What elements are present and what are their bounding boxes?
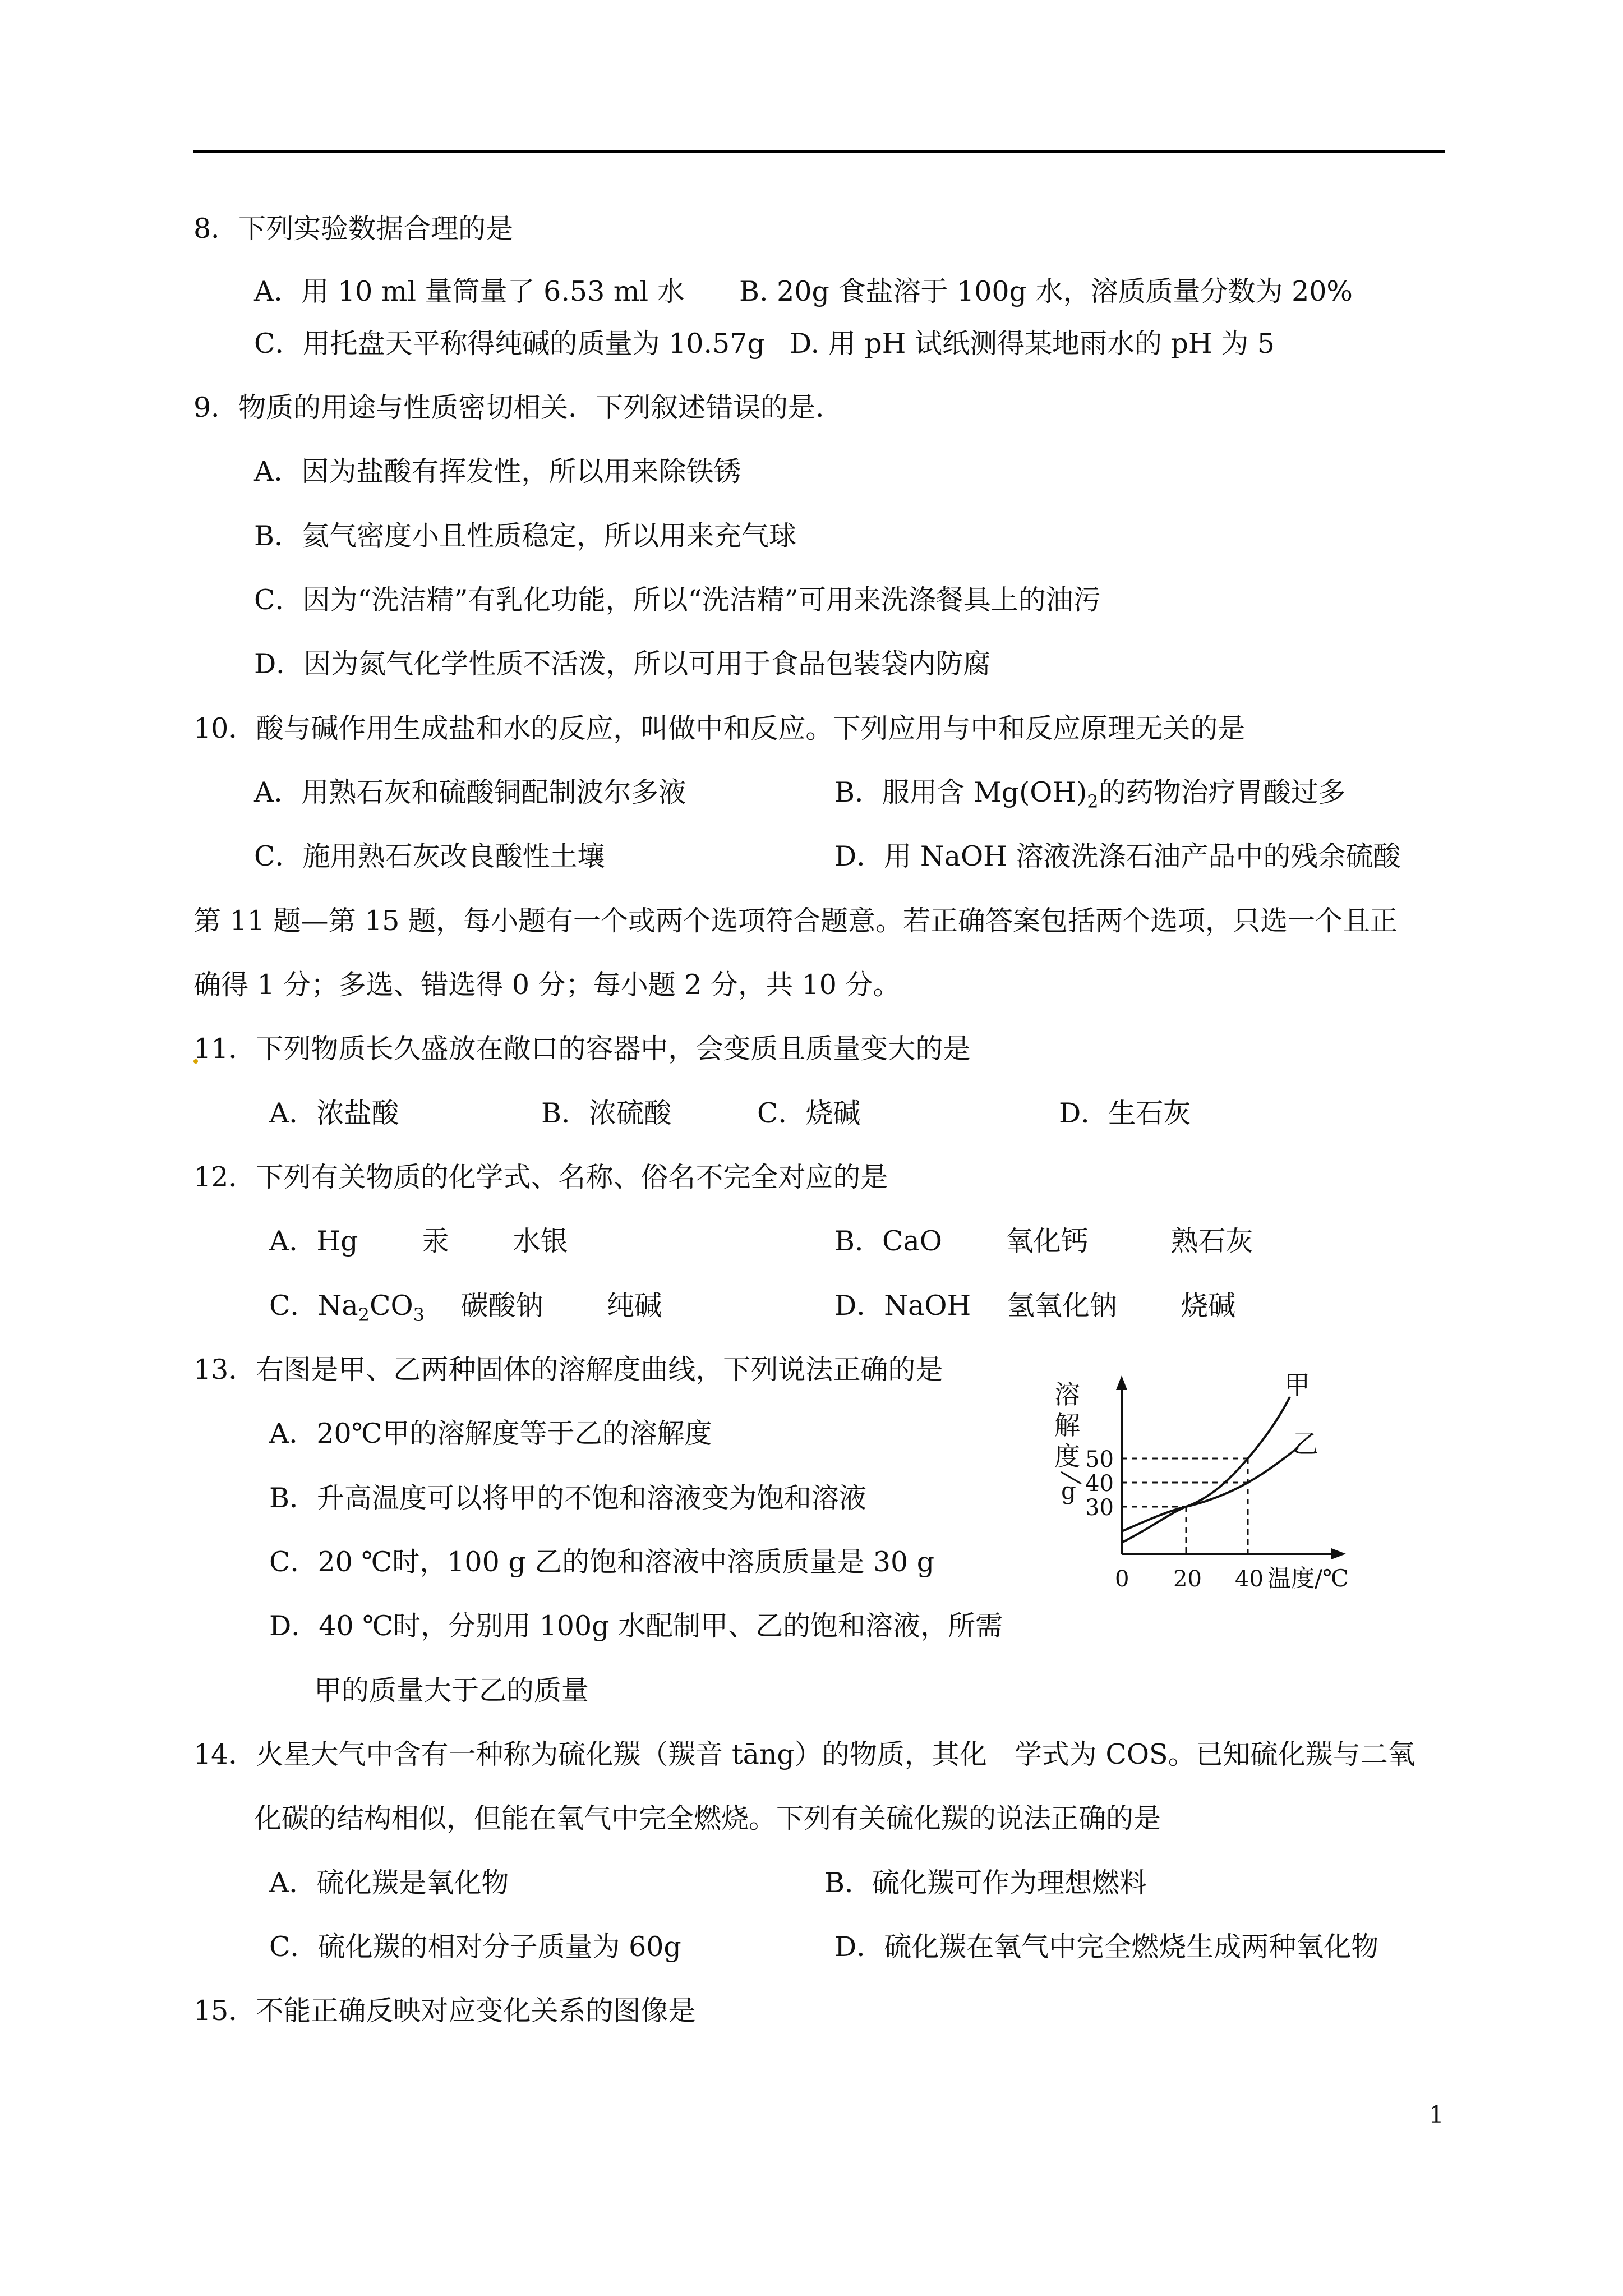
q8-option-b: B. 20g 食盐溶于 100g 水，溶质质量分数为 20%	[739, 275, 1353, 307]
q9-option-a: A．因为盐酸有挥发性，所以用来除铁锈	[254, 455, 741, 487]
q14-option-c: C．硫化羰的相对分子质量为 60g	[269, 1931, 681, 1963]
q10-option-c: C．施用熟石灰改良酸性土壤	[254, 840, 605, 872]
q8-option-a: A．用 10 ml 量筒量了 6.53 ml 水	[254, 275, 685, 307]
graph-y-arrow	[1116, 1375, 1127, 1390]
q13-option-c: C．20 ℃时，100 g 乙的饱和溶液中溶质质量是 30 g	[269, 1546, 935, 1578]
q13-stem: 13．右图是甲、乙两种固体的溶解度曲线，下列说法正确的是	[193, 1354, 943, 1386]
graph-series-jia: 甲	[1284, 1370, 1310, 1400]
graph-yunit: g	[1061, 1477, 1076, 1504]
q10-option-d: D．用 NaOH 溶液洗涤石油产品中的残余硫酸	[834, 840, 1401, 872]
q10-stem: 10．酸与碱作用生成盐和水的反应，叫做中和反应。下列应用与中和反应原理无关的是	[193, 712, 1246, 744]
graph-xtick-0: 0	[1115, 1566, 1129, 1592]
q12-option-b: B．CaO 氧化钙 熟石灰	[834, 1225, 1253, 1257]
q8-option-d: D. 用 pH 试纸测得某地雨水的 pH 为 5	[790, 328, 1275, 360]
header-rule	[193, 150, 1445, 153]
q13-option-d-line2: 甲的质量大于乙的质量	[314, 1674, 589, 1706]
q12-option-c: C．$Na_2CO_3$ 碳酸钠 纯碱	[269, 1290, 662, 1326]
graph-xtick-20: 20	[1173, 1566, 1202, 1592]
q11-option-a: A．浓盐酸	[269, 1097, 399, 1129]
graph-ylabel-3: 度	[1054, 1441, 1080, 1471]
section-note-line1: 第 11 题—第 15 题，每小题有一个或两个选项符合题意。若正确答案包括两个选项，只选一个且正	[193, 905, 1398, 937]
q14-option-a: A．硫化羰是氧化物	[269, 1867, 509, 1899]
q12-option-d: D．NaOH 氢氧化钠 烧碱	[834, 1290, 1236, 1322]
q13-option-d-line1: D．40 ℃时，分别用 100g 水配制甲、乙的饱和溶液，所需	[269, 1610, 1003, 1642]
q15-stem: 15．不能正确反映对应变化关系的图像是	[193, 1995, 696, 2027]
q10-option-b: B．服用含 $Mg(OH)_2$的药物治疗胃酸过多	[834, 776, 1346, 812]
q11-option-b: B．浓硫酸	[541, 1097, 672, 1129]
graph-ytick-30: 30	[1085, 1495, 1114, 1521]
q9-option-b: B．氦气密度小且性质稳定，所以用来充气球	[254, 520, 797, 552]
page-number: 1	[1429, 2101, 1444, 2128]
q12-option-a: A．Hg 汞 水银	[269, 1225, 568, 1257]
q11-option-c: C．烧碱	[757, 1097, 861, 1129]
q13-option-a: A．20℃甲的溶解度等于乙的溶解度	[269, 1418, 712, 1450]
section-note-line2: 确得 1 分；多选、错选得 0 分；每小题 2 分，共 10 分。	[193, 969, 901, 1001]
graph-ylabel-2: 解	[1054, 1410, 1080, 1441]
q14-stem-line2: 化碳的结构相似，但能在氧气中完全燃烧。下列有关硫化羰的说法正确的是	[254, 1802, 1161, 1834]
graph-xtick-40: 40	[1235, 1566, 1264, 1592]
q9-stem: 9．物质的用途与性质密切相关．下列叙述错误的是．	[193, 392, 843, 424]
q14-option-b: B．硫化羰可作为理想燃料	[824, 1867, 1147, 1899]
graph-ylabel-1: 溶	[1054, 1379, 1080, 1410]
graph-ytick-50: 50	[1085, 1447, 1114, 1473]
graph-x-arrow	[1331, 1548, 1346, 1559]
q9-option-c: C．因为“洗洁精”有乳化功能，所以“洗洁精”可用来洗涤餐具上的油污	[254, 584, 1101, 616]
q11-stem: 11．下列物质长久盛放在敞口的容器中，会变质且质量变大的是	[193, 1033, 971, 1065]
q8-option-c: C．用托盘天平称得纯碱的质量为 10.57g	[254, 328, 765, 360]
curve-yi	[1122, 1447, 1298, 1531]
solubility-graph	[1043, 1369, 1402, 1616]
q10-option-a: A．用熟石灰和硫酸铜配制波尔多液	[254, 776, 686, 808]
q9-option-d: D．因为氮气化学性质不活泼，所以可用于食品包装袋内防腐	[254, 648, 991, 680]
graph-xlabel: 温度/℃	[1267, 1565, 1349, 1592]
q14-stem-line1: 14．火星大气中含有一种称为硫化羰（羰音 tāng）的物质，其化 学式为 COS。已知硫化羰与二氧	[193, 1738, 1415, 1770]
q12-stem: 12．下列有关物质的化学式、名称、俗名不完全对应的是	[193, 1161, 888, 1193]
graph-series-yi: 乙	[1293, 1429, 1318, 1459]
q8-stem: 8．下列实验数据合理的是	[193, 213, 514, 245]
graph-ytick-40: 40	[1085, 1471, 1114, 1497]
q14-option-d: D．硫化羰在氧气中完全燃烧生成两种氧化物	[834, 1931, 1379, 1963]
q11-option-d: D．生石灰	[1059, 1097, 1191, 1129]
q13-option-b: B．升高温度可以将甲的不饱和溶液变为饱和溶液	[269, 1482, 867, 1514]
